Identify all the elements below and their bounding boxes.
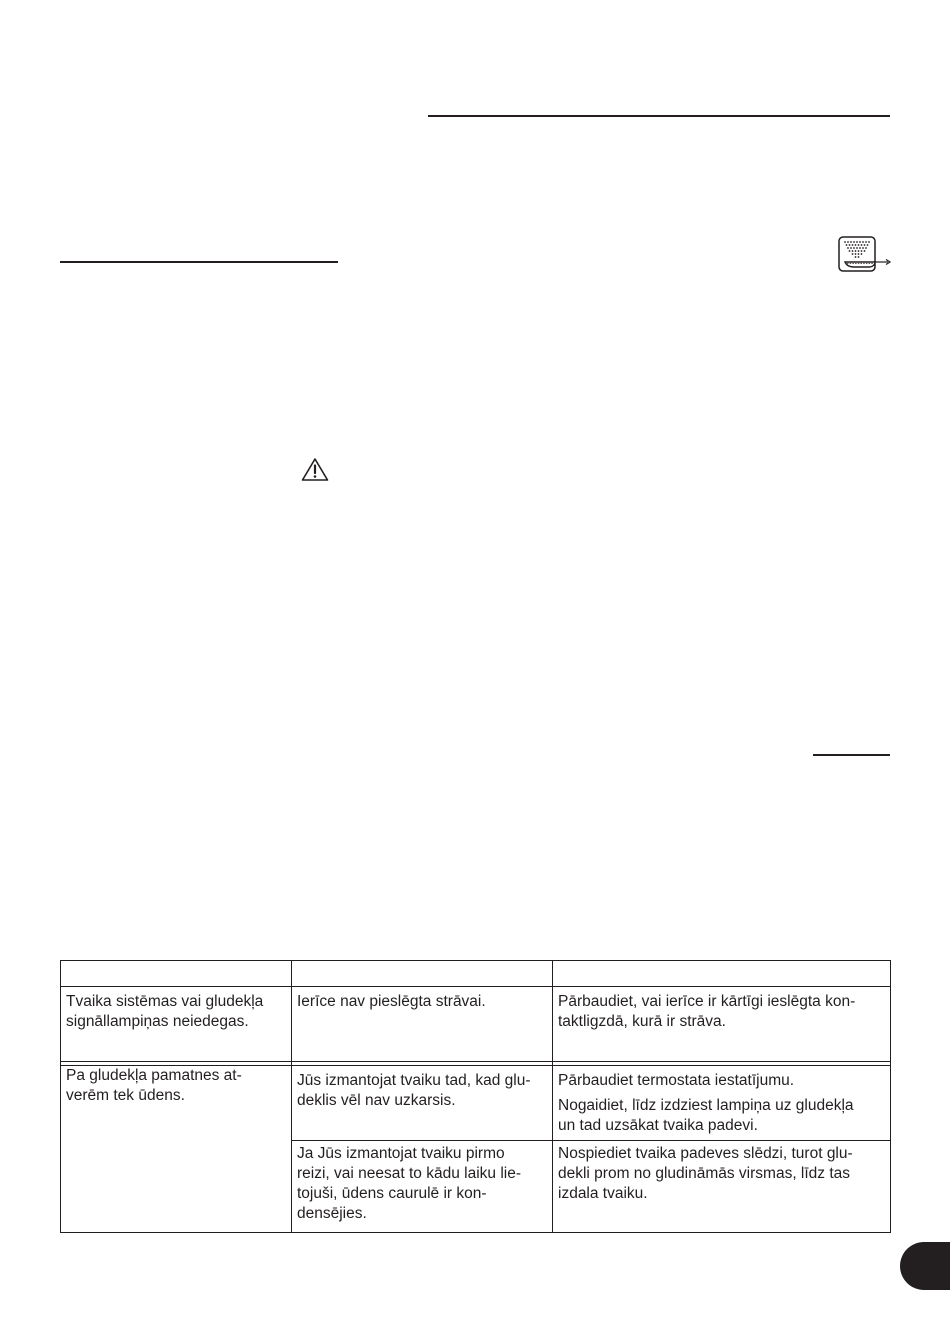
section-rule-top — [428, 115, 890, 117]
table-cell-cause: Ja Jūs izmantojat tvaiku pirmo reizi, vai neesat to kādu laiku lie- tojuši, ūdens caurulē ir kon- densējies. — [297, 1145, 522, 1222]
section-rule-right — [813, 754, 890, 756]
table-cell-solution: Nospiediet tvaika padeves slēdzi, turot glu- dekli prom no gludināmās virsmas, līdz tas izdala tvaiku. — [558, 1145, 853, 1202]
table-cell-solution: Pārbaudiet termostata iestatījumu. Nogaidiet, līdz izdziest lampiņa uz gludekļa un tad uzsākat tvaika padevi. — [558, 1072, 854, 1134]
table-cell-cause: Ierīce nav pieslēgta strāvai. — [297, 993, 486, 1010]
page-edge-tab — [900, 1242, 950, 1290]
table-header-divider — [61, 986, 890, 987]
steam-iron-soleplate-icon — [838, 236, 892, 272]
table-cell-solution: Pārbaudiet, vai ierīce ir kārtīgi ieslēgta kon- taktligzdā, kurā ir strāva. — [558, 993, 856, 1030]
warning-triangle-icon — [301, 457, 329, 482]
table-cell-problem: Pa gludekļa pamatnes at- verēm tek ūdens. — [66, 1067, 242, 1104]
section-rule-left — [60, 261, 338, 263]
table-col-divider — [552, 961, 553, 1232]
troubleshooting-table — [60, 960, 891, 1233]
table-cell-problem: Tvaika sistēmas vai gludekļa signāllampiņas neiedegas. — [66, 993, 264, 1030]
table-cell-cause: Jūs izmantojat tvaiku tad, kad glu- deklis vēl nav uzkarsis. — [297, 1072, 531, 1109]
table-col-divider — [291, 961, 292, 1232]
table-row-divider — [61, 1061, 890, 1062]
table-subrow-divider — [292, 1140, 890, 1141]
